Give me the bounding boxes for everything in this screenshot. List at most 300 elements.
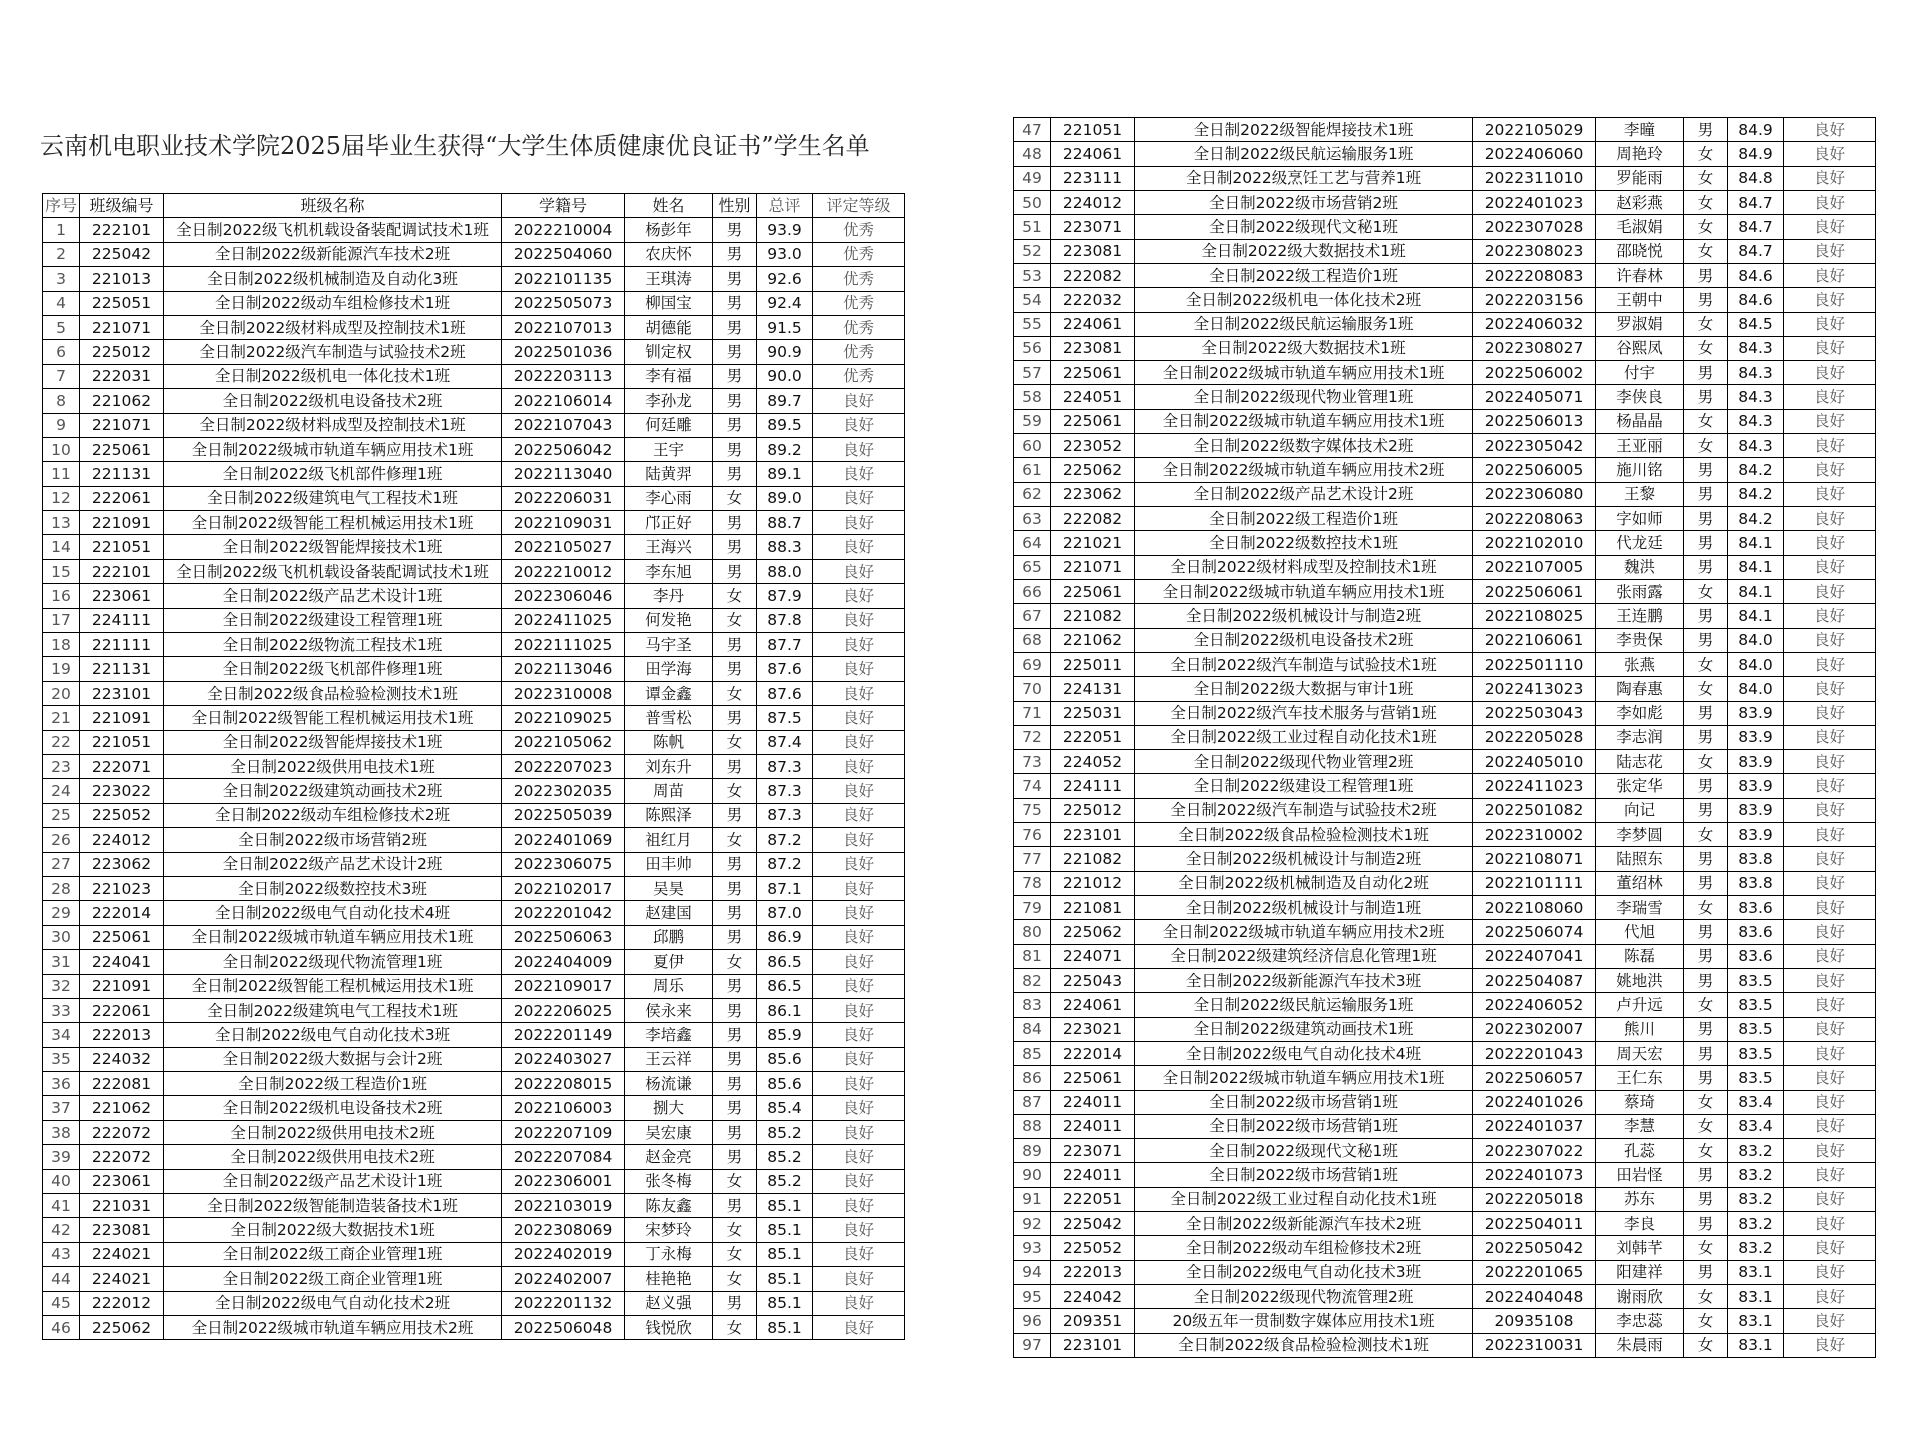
cell-seq: 68 <box>1014 628 1051 652</box>
student-table-left <box>42 193 905 1340</box>
cell-gender: 女 <box>713 730 757 754</box>
cell-class-code: 221091 <box>80 706 164 730</box>
cell-name: 陆志花 <box>1596 750 1684 774</box>
cell-student-id: 2022406060 <box>1473 142 1596 166</box>
cell-name: 李贵保 <box>1596 628 1684 652</box>
cell-grade: 良好 <box>1784 823 1876 847</box>
cell-score: 84.0 <box>1728 677 1784 701</box>
cell-gender: 男 <box>713 291 757 315</box>
cell-grade: 良好 <box>1784 215 1876 239</box>
cell-seq: 87 <box>1014 1090 1051 1114</box>
cell-student-id: 2022307022 <box>1473 1139 1596 1163</box>
cell-class-code: 221111 <box>80 633 164 657</box>
cell-student-id: 2022406032 <box>1473 312 1596 336</box>
cell-student-id: 2022501082 <box>1473 798 1596 822</box>
table-row <box>43 779 905 803</box>
cell-score: 83.4 <box>1728 1090 1784 1114</box>
cell-name: 姚地洪 <box>1596 968 1684 992</box>
cell-name: 田丰帅 <box>625 852 713 876</box>
cell-name: 陈磊 <box>1596 944 1684 968</box>
cell-score: 85.1 <box>757 1218 813 1242</box>
cell-class-name: 全日制2022级飞机机载设备装配调试技术1班 <box>164 559 502 583</box>
cell-class-name: 全日制2022级建筑电气工程技术1班 <box>164 486 502 510</box>
cell-name: 丁永梅 <box>625 1242 713 1266</box>
cell-gender: 女 <box>1684 823 1728 847</box>
cell-score: 93.0 <box>757 242 813 266</box>
cell-seq: 20 <box>43 681 80 705</box>
cell-grade: 良好 <box>1784 628 1876 652</box>
cell-class-code: 225062 <box>1051 920 1135 944</box>
cell-gender: 女 <box>713 608 757 632</box>
table-row <box>43 998 905 1022</box>
cell-grade: 良好 <box>813 1169 905 1193</box>
cell-class-name: 全日制2022级机电一体化技术2班 <box>1135 288 1473 312</box>
cell-class-code: 222051 <box>1051 725 1135 749</box>
cell-student-id: 2022504087 <box>1473 968 1596 992</box>
cell-student-id: 2022201132 <box>502 1291 625 1315</box>
table-row <box>1014 968 1876 992</box>
cell-class-code: 222012 <box>80 1291 164 1315</box>
cell-name: 杨晶晶 <box>1596 409 1684 433</box>
table-row <box>1014 725 1876 749</box>
cell-grade: 良好 <box>813 828 905 852</box>
header-class-name: 班级名称 <box>164 194 502 218</box>
cell-score: 83.5 <box>1728 1066 1784 1090</box>
cell-score: 84.7 <box>1728 215 1784 239</box>
cell-grade: 良好 <box>813 730 905 754</box>
cell-name: 孔蕊 <box>1596 1139 1684 1163</box>
cell-gender: 男 <box>1684 118 1728 142</box>
cell-grade: 良好 <box>813 633 905 657</box>
cell-class-code: 222072 <box>80 1120 164 1144</box>
cell-grade: 良好 <box>813 1242 905 1266</box>
cell-student-id: 2022306001 <box>502 1169 625 1193</box>
cell-class-code: 224012 <box>80 828 164 852</box>
cell-seq: 54 <box>1014 288 1051 312</box>
cell-seq: 8 <box>43 389 80 413</box>
cell-name: 杨彭年 <box>625 218 713 242</box>
cell-gender: 男 <box>713 1047 757 1071</box>
cell-class-code: 222082 <box>1051 263 1135 287</box>
cell-gender: 男 <box>1684 385 1728 409</box>
cell-class-code: 221131 <box>80 462 164 486</box>
cell-seq: 10 <box>43 437 80 461</box>
cell-seq: 64 <box>1014 531 1051 555</box>
cell-seq: 1 <box>43 218 80 242</box>
cell-class-code: 222061 <box>80 486 164 510</box>
cell-name: 祖红月 <box>625 828 713 852</box>
table-row <box>43 389 905 413</box>
cell-seq: 48 <box>1014 142 1051 166</box>
table-header-row <box>43 194 905 218</box>
cell-class-code: 223021 <box>1051 1017 1135 1041</box>
cell-class-name: 全日制2022级工程造价1班 <box>164 1072 502 1096</box>
cell-seq: 27 <box>43 852 80 876</box>
cell-grade: 良好 <box>813 657 905 681</box>
cell-score: 83.5 <box>1728 1041 1784 1065</box>
cell-score: 83.9 <box>1728 750 1784 774</box>
cell-name: 周乐 <box>625 974 713 998</box>
cell-seq: 39 <box>43 1145 80 1169</box>
cell-class-name: 全日制2022级汽车制造与试验技术2班 <box>1135 798 1473 822</box>
cell-gender: 女 <box>1684 677 1728 701</box>
cell-grade: 良好 <box>813 974 905 998</box>
cell-name: 罗淑娟 <box>1596 312 1684 336</box>
cell-name: 刘东升 <box>625 754 713 778</box>
cell-name: 代龙廷 <box>1596 531 1684 555</box>
cell-class-code: 223101 <box>1051 1333 1135 1357</box>
cell-name: 陆照东 <box>1596 847 1684 871</box>
cell-score: 83.1 <box>1728 1333 1784 1357</box>
cell-class-code: 224041 <box>80 950 164 974</box>
cell-score: 84.0 <box>1728 652 1784 676</box>
cell-class-code: 221051 <box>80 730 164 754</box>
cell-grade: 良好 <box>1784 1212 1876 1236</box>
cell-grade: 良好 <box>813 1047 905 1071</box>
cell-class-name: 全日制2022级建筑经济信息化管理1班 <box>1135 944 1473 968</box>
cell-class-name: 全日制2022级智能制造装备技术1班 <box>164 1194 502 1218</box>
cell-grade: 良好 <box>1784 1260 1876 1284</box>
cell-student-id: 2022404048 <box>1473 1285 1596 1309</box>
cell-gender: 男 <box>713 1072 757 1096</box>
cell-name: 周苗 <box>625 779 713 803</box>
cell-seq: 42 <box>43 1218 80 1242</box>
cell-seq: 63 <box>1014 507 1051 531</box>
cell-grade: 良好 <box>1784 434 1876 458</box>
cell-seq: 46 <box>43 1315 80 1339</box>
cell-seq: 90 <box>1014 1163 1051 1187</box>
cell-gender: 女 <box>713 1169 757 1193</box>
cell-student-id: 2022503043 <box>1473 701 1596 725</box>
cell-score: 84.1 <box>1728 579 1784 603</box>
cell-grade: 良好 <box>813 559 905 583</box>
table-row <box>43 267 905 291</box>
table-row <box>43 315 905 339</box>
cell-grade: 良好 <box>1784 579 1876 603</box>
cell-seq: 80 <box>1014 920 1051 944</box>
cell-class-name: 全日制2022级工程造价1班 <box>1135 507 1473 531</box>
cell-grade: 良好 <box>1784 409 1876 433</box>
cell-gender: 女 <box>713 1267 757 1291</box>
table-row <box>1014 579 1876 603</box>
cell-name: 柳国宝 <box>625 291 713 315</box>
cell-class-code: 225061 <box>1051 579 1135 603</box>
cell-gender: 女 <box>713 681 757 705</box>
cell-seq: 86 <box>1014 1066 1051 1090</box>
cell-gender: 女 <box>1684 1309 1728 1333</box>
cell-student-id: 2022207109 <box>502 1120 625 1144</box>
table-row <box>1014 652 1876 676</box>
cell-gender: 男 <box>713 535 757 559</box>
table-row <box>1014 215 1876 239</box>
cell-class-code: 221091 <box>80 511 164 535</box>
cell-class-name: 全日制2022级现代物流管理2班 <box>1135 1285 1473 1309</box>
cell-score: 83.5 <box>1728 1017 1784 1041</box>
cell-student-id: 2022308023 <box>1473 239 1596 263</box>
cell-gender: 男 <box>713 706 757 730</box>
cell-class-name: 全日制2022级数控技术3班 <box>164 876 502 900</box>
table-row <box>1014 920 1876 944</box>
cell-gender: 女 <box>1684 166 1728 190</box>
cell-class-name: 全日制2022级工程造价1班 <box>1135 263 1473 287</box>
cell-name: 朱晨雨 <box>1596 1333 1684 1357</box>
cell-class-code: 223061 <box>80 1169 164 1193</box>
cell-grade: 优秀 <box>813 364 905 388</box>
cell-class-code: 224021 <box>80 1242 164 1266</box>
cell-name: 李梦圆 <box>1596 823 1684 847</box>
table-row <box>43 1169 905 1193</box>
cell-gender: 女 <box>713 486 757 510</box>
cell-class-code: 221021 <box>1051 531 1135 555</box>
cell-name: 赵义强 <box>625 1291 713 1315</box>
cell-name: 陶春惠 <box>1596 677 1684 701</box>
cell-class-code: 224061 <box>1051 993 1135 1017</box>
cell-score: 86.5 <box>757 950 813 974</box>
cell-name: 王宇 <box>625 437 713 461</box>
cell-score: 85.1 <box>757 1242 813 1266</box>
cell-score: 86.5 <box>757 974 813 998</box>
cell-class-code: 224111 <box>80 608 164 632</box>
table-row <box>1014 798 1876 822</box>
cell-seq: 51 <box>1014 215 1051 239</box>
cell-seq: 17 <box>43 608 80 632</box>
cell-score: 85.6 <box>757 1047 813 1071</box>
cell-gender: 男 <box>1684 604 1728 628</box>
cell-gender: 男 <box>713 657 757 681</box>
cell-score: 83.2 <box>1728 1139 1784 1163</box>
cell-name: 毛淑娟 <box>1596 215 1684 239</box>
cell-class-name: 全日制2022级新能源汽车技术3班 <box>1135 968 1473 992</box>
cell-grade: 良好 <box>1784 482 1876 506</box>
cell-grade: 良好 <box>1784 1090 1876 1114</box>
cell-name: 李丹 <box>625 584 713 608</box>
cell-gender: 男 <box>1684 701 1728 725</box>
cell-class-code: 224032 <box>80 1047 164 1071</box>
cell-student-id: 2022310008 <box>502 681 625 705</box>
cell-student-id: 2022403027 <box>502 1047 625 1071</box>
cell-grade: 良好 <box>1784 1017 1876 1041</box>
cell-score: 84.9 <box>1728 142 1784 166</box>
cell-class-name: 全日制2022级食品检验检测技术1班 <box>164 681 502 705</box>
cell-grade: 良好 <box>1784 677 1876 701</box>
table-row <box>43 1315 905 1339</box>
cell-student-id: 2022413023 <box>1473 677 1596 701</box>
table-row <box>1014 847 1876 871</box>
cell-grade: 良好 <box>813 876 905 900</box>
cell-gender: 男 <box>1684 288 1728 312</box>
cell-class-code: 221071 <box>80 413 164 437</box>
cell-seq: 29 <box>43 901 80 925</box>
cell-class-code: 221062 <box>1051 628 1135 652</box>
cell-score: 85.6 <box>757 1072 813 1096</box>
cell-score: 84.6 <box>1728 263 1784 287</box>
cell-student-id: 2022207084 <box>502 1145 625 1169</box>
cell-student-id: 2022108025 <box>1473 604 1596 628</box>
cell-seq: 22 <box>43 730 80 754</box>
cell-class-name: 全日制2022级城市轨道车辆应用技术1班 <box>1135 361 1473 385</box>
cell-class-name: 全日制2022级机电设备技术2班 <box>164 389 502 413</box>
table-row <box>1014 871 1876 895</box>
cell-grade: 良好 <box>813 1315 905 1339</box>
cell-class-name: 全日制2022级大数据技术1班 <box>1135 239 1473 263</box>
table-row <box>1014 118 1876 142</box>
cell-gender: 男 <box>1684 725 1728 749</box>
cell-score: 84.2 <box>1728 458 1784 482</box>
table-row <box>43 1267 905 1291</box>
cell-seq: 97 <box>1014 1333 1051 1357</box>
cell-name: 施川铭 <box>1596 458 1684 482</box>
cell-class-code: 223062 <box>80 852 164 876</box>
cell-grade: 优秀 <box>813 242 905 266</box>
cell-seq: 19 <box>43 657 80 681</box>
cell-gender: 男 <box>1684 968 1728 992</box>
table-row <box>1014 1114 1876 1138</box>
cell-score: 88.7 <box>757 511 813 535</box>
cell-class-code: 225061 <box>80 437 164 461</box>
cell-gender: 女 <box>1684 1333 1728 1357</box>
cell-score: 83.9 <box>1728 798 1784 822</box>
table-row <box>1014 944 1876 968</box>
cell-seq: 44 <box>43 1267 80 1291</box>
table-row <box>1014 1260 1876 1284</box>
cell-score: 90.0 <box>757 364 813 388</box>
cell-grade: 良好 <box>1784 555 1876 579</box>
cell-name: 陆黄羿 <box>625 462 713 486</box>
cell-class-code: 224071 <box>1051 944 1135 968</box>
cell-student-id: 2022407041 <box>1473 944 1596 968</box>
cell-class-code: 222101 <box>80 218 164 242</box>
cell-score: 87.5 <box>757 706 813 730</box>
table-row <box>1014 1333 1876 1357</box>
cell-seq: 96 <box>1014 1309 1051 1333</box>
cell-class-code: 224131 <box>1051 677 1135 701</box>
cell-student-id: 2022302035 <box>502 779 625 803</box>
cell-student-id: 2022109031 <box>502 511 625 535</box>
cell-grade: 良好 <box>1784 142 1876 166</box>
cell-name: 何发艳 <box>625 608 713 632</box>
cell-score: 84.0 <box>1728 628 1784 652</box>
cell-score: 86.9 <box>757 925 813 949</box>
cell-seq: 13 <box>43 511 80 535</box>
cell-score: 83.2 <box>1728 1236 1784 1260</box>
cell-grade: 良好 <box>1784 1163 1876 1187</box>
cell-gender: 女 <box>1684 579 1728 603</box>
cell-gender: 男 <box>1684 1260 1728 1284</box>
cell-name: 代旭 <box>1596 920 1684 944</box>
cell-class-code: 223071 <box>1051 215 1135 239</box>
cell-seq: 79 <box>1014 896 1051 920</box>
cell-seq: 61 <box>1014 458 1051 482</box>
table-row <box>43 876 905 900</box>
cell-name: 李如彪 <box>1596 701 1684 725</box>
cell-name: 王连鹏 <box>1596 604 1684 628</box>
table-body-left <box>43 218 905 1340</box>
cell-class-code: 222071 <box>80 754 164 778</box>
cell-seq: 23 <box>43 754 80 778</box>
cell-class-code: 222014 <box>80 901 164 925</box>
cell-gender: 男 <box>1684 1066 1728 1090</box>
cell-student-id: 2022302007 <box>1473 1017 1596 1041</box>
cell-seq: 85 <box>1014 1041 1051 1065</box>
cell-gender: 女 <box>1684 142 1728 166</box>
cell-score: 84.1 <box>1728 531 1784 555</box>
cell-name: 李慧 <box>1596 1114 1684 1138</box>
cell-score: 83.9 <box>1728 774 1784 798</box>
cell-grade: 良好 <box>813 754 905 778</box>
cell-gender: 男 <box>1684 458 1728 482</box>
cell-name: 普雪松 <box>625 706 713 730</box>
cell-class-name: 全日制2022级工业过程自动化技术1班 <box>1135 725 1473 749</box>
cell-name: 吴宏康 <box>625 1120 713 1144</box>
cell-grade: 良好 <box>813 925 905 949</box>
cell-score: 85.2 <box>757 1169 813 1193</box>
cell-seq: 78 <box>1014 871 1051 895</box>
cell-grade: 良好 <box>813 681 905 705</box>
cell-name: 卢升远 <box>1596 993 1684 1017</box>
cell-score: 84.1 <box>1728 555 1784 579</box>
cell-name: 王朝中 <box>1596 288 1684 312</box>
table-row <box>43 1096 905 1120</box>
table-row <box>43 584 905 608</box>
cell-score: 83.6 <box>1728 944 1784 968</box>
cell-class-name: 全日制2022级材料成型及控制技术1班 <box>164 413 502 437</box>
table-row <box>43 706 905 730</box>
cell-score: 87.2 <box>757 828 813 852</box>
table-row <box>43 535 905 559</box>
cell-student-id: 2022506074 <box>1473 920 1596 944</box>
cell-class-name: 全日制2022级产品艺术设计1班 <box>164 1169 502 1193</box>
student-table-right <box>1013 117 1876 1358</box>
cell-gender: 男 <box>1684 361 1728 385</box>
cell-student-id: 2022109025 <box>502 706 625 730</box>
table-row <box>43 1218 905 1242</box>
cell-name: 王黎 <box>1596 482 1684 506</box>
cell-class-name: 全日制2022级工业过程自动化技术1班 <box>1135 1187 1473 1211</box>
cell-class-code: 222082 <box>1051 507 1135 531</box>
cell-seq: 3 <box>43 267 80 291</box>
header-gender: 性别 <box>713 194 757 218</box>
cell-seq: 73 <box>1014 750 1051 774</box>
cell-score: 91.5 <box>757 315 813 339</box>
cell-student-id: 2022404009 <box>502 950 625 974</box>
cell-class-name: 全日制2022级供用电技术2班 <box>164 1145 502 1169</box>
cell-class-name: 全日制2022级动车组检修技术1班 <box>164 291 502 315</box>
cell-student-id: 2022102017 <box>502 876 625 900</box>
cell-name: 宋梦玲 <box>625 1218 713 1242</box>
cell-class-code: 221062 <box>80 389 164 413</box>
cell-seq: 7 <box>43 364 80 388</box>
cell-student-id: 2022506042 <box>502 437 625 461</box>
cell-student-id: 2022506013 <box>1473 409 1596 433</box>
cell-grade: 良好 <box>813 1072 905 1096</box>
cell-gender: 女 <box>713 1242 757 1266</box>
cell-class-name: 全日制2022级物流工程技术1班 <box>164 633 502 657</box>
table-row <box>1014 1187 1876 1211</box>
cell-student-id: 2022308069 <box>502 1218 625 1242</box>
cell-class-code: 222072 <box>80 1145 164 1169</box>
cell-class-code: 223111 <box>1051 166 1135 190</box>
cell-class-name: 全日制2022级市场营销2班 <box>164 828 502 852</box>
cell-grade: 良好 <box>813 1145 905 1169</box>
cell-name: 许春林 <box>1596 263 1684 287</box>
cell-student-id: 2022501036 <box>502 340 625 364</box>
cell-seq: 57 <box>1014 361 1051 385</box>
table-row <box>1014 385 1876 409</box>
cell-class-code: 221031 <box>80 1194 164 1218</box>
table-row <box>43 1194 905 1218</box>
cell-score: 83.6 <box>1728 920 1784 944</box>
cell-class-name: 全日制2022级汽车技术服务与营销1班 <box>1135 701 1473 725</box>
